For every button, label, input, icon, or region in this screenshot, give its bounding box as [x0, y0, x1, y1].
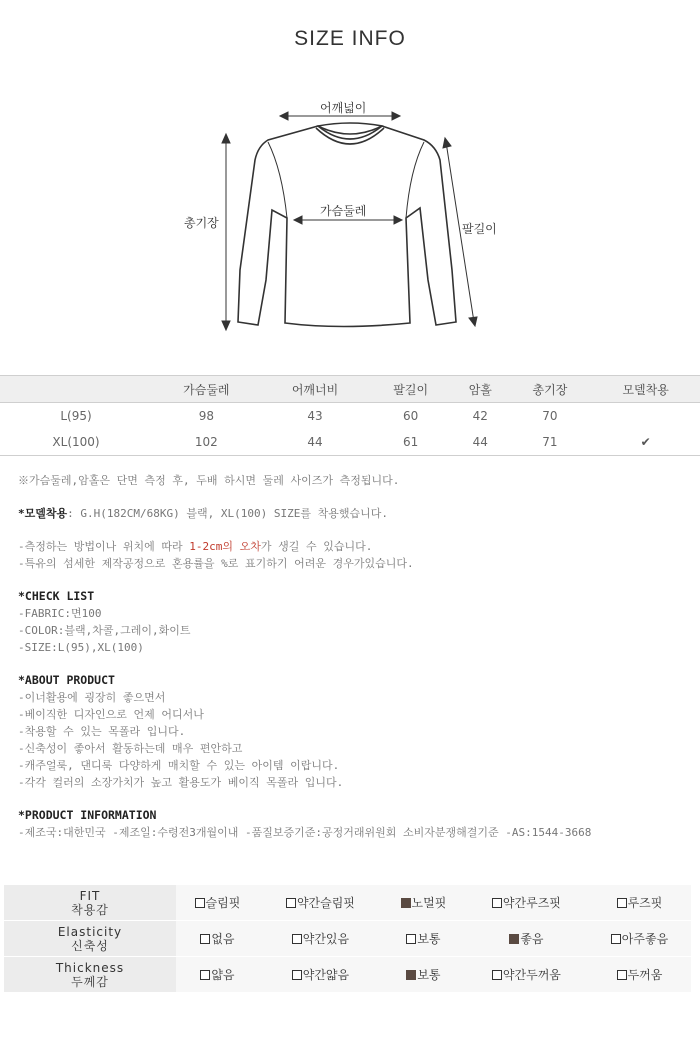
checkbox-icon	[492, 898, 502, 908]
list-item: -착용할 수 있는 목폴라 입니다.	[18, 725, 186, 738]
checkbox-icon	[406, 934, 416, 944]
sleeve-label: 팔길이	[462, 222, 497, 236]
checkbox-icon	[195, 898, 205, 908]
size-diagram	[0, 90, 700, 340]
about-product-title: *ABOUT PRODUCT	[18, 673, 115, 687]
thickness-option	[465, 957, 588, 993]
shoulder-value: 44	[261, 429, 370, 456]
product-notes	[18, 472, 688, 841]
size-table-header-cell	[0, 376, 152, 403]
size-table-header-cell: 총기장	[509, 376, 592, 403]
thickness-option	[176, 957, 259, 993]
model-text: : G.H(182CM/68KG) 블랙, XL(100) SIZE를 착용했습니다.	[67, 507, 388, 520]
table-row	[0, 429, 700, 456]
option-label: 보통	[417, 968, 441, 982]
checkbox-checked-icon	[509, 934, 519, 944]
checkbox-icon	[200, 970, 210, 980]
option-label: 얇음	[211, 968, 235, 982]
size-name: XL(100)	[0, 429, 152, 456]
error-note-highlight: 1-2cm의 오차	[189, 540, 261, 553]
option-label: 보통	[417, 932, 441, 946]
thickness-row	[4, 957, 691, 993]
fit-option	[465, 885, 588, 921]
option-label: 두꺼움	[627, 968, 663, 982]
armhole-value: 44	[452, 429, 509, 456]
checkbox-icon	[611, 934, 621, 944]
elasticity-option	[259, 921, 382, 957]
fit-row	[4, 885, 691, 921]
option-label: 약간있음	[302, 932, 350, 946]
checkbox-checked-icon	[401, 898, 411, 908]
elasticity-row	[4, 921, 691, 957]
checkbox-icon	[286, 898, 296, 908]
size-table-header-cell: 가슴둘레	[152, 376, 261, 403]
fit-label-en: FIT	[79, 888, 101, 903]
elasticity-option	[176, 921, 259, 957]
elasticity-row-header	[4, 921, 176, 957]
fit-label-ko: 착용감	[71, 902, 109, 917]
option-label: 약간얇음	[302, 968, 350, 982]
option-label: 루즈핏	[627, 896, 663, 910]
error-note-post: 가 생길 수 있습니다.	[260, 540, 373, 553]
fit-row-header	[4, 885, 176, 921]
elasticity-label-en: Elasticity	[57, 924, 123, 939]
error-note	[18, 538, 688, 555]
elasticity-option	[588, 921, 691, 957]
checkbox-icon	[292, 934, 302, 944]
checkmark-icon: ✔	[591, 429, 700, 456]
option-label: 좋음	[520, 932, 544, 946]
checkbox-icon	[292, 970, 302, 980]
chest-value: 98	[198, 409, 214, 423]
checkbox-icon	[492, 970, 502, 980]
size-table-header	[0, 376, 700, 403]
length-value: 71	[509, 429, 592, 456]
error-note-pre: -측정하는 방법이나 위치에 따라	[18, 540, 190, 553]
fit-option	[382, 885, 465, 921]
option-label: 약간루즈핏	[502, 896, 561, 910]
list-item: -SIZE:L(95),XL(100)	[18, 641, 144, 654]
model-wear-cell	[591, 403, 700, 430]
list-item: -이너활용에 굉장히 좋으면서	[18, 691, 166, 704]
checkbox-icon	[617, 970, 627, 980]
option-label: 슬림핏	[205, 896, 241, 910]
size-name: L(95)	[60, 409, 92, 423]
shoulder-label: 어깨넓이	[320, 101, 367, 115]
model-note	[18, 505, 688, 522]
size-table-header-cell: 암홀	[452, 376, 509, 403]
list-item: -COLOR:블랙,차콜,그레이,화이트	[18, 624, 191, 637]
sleeve-value: 61	[369, 429, 452, 456]
shoulder-value: 43	[307, 409, 323, 423]
checkbox-icon	[200, 934, 210, 944]
list-item: -캐주얼룩, 댄디룩 다양하게 매치할 수 있는 아이템 이랍니다.	[18, 759, 340, 772]
size-table-header-cell: 팔길이	[369, 376, 452, 403]
list-item: -FABRIC:면100	[18, 607, 102, 620]
size-table-header-cell: 모델착용	[591, 376, 700, 403]
elasticity-label-ko: 신축성	[71, 938, 109, 953]
length-value: 70	[542, 409, 558, 423]
fit-option	[176, 885, 259, 921]
thickness-label-ko: 두께감	[71, 974, 109, 989]
thickness-row-header	[4, 957, 176, 993]
checkbox-checked-icon	[406, 970, 416, 980]
armhole-value: 42	[472, 409, 488, 423]
checkbox-icon	[617, 898, 627, 908]
option-label: 아주좋음	[621, 932, 669, 946]
table-row	[0, 403, 700, 430]
check-list-title: *CHECK LIST	[18, 589, 95, 603]
elasticity-option	[382, 921, 465, 957]
option-label: 없음	[211, 932, 235, 946]
thickness-option	[259, 957, 382, 993]
fit-option	[259, 885, 382, 921]
option-label: 약간슬림핏	[296, 896, 355, 910]
list-item: -신축성이 좋아서 활동하는데 매우 편안하고	[18, 742, 243, 755]
list-item: -베이직한 디자인으로 언제 어디서나	[18, 708, 204, 721]
thickness-option	[382, 957, 465, 993]
product-information-title: *PRODUCT INFORMATION	[18, 808, 157, 822]
model-label: *모델착용	[18, 507, 68, 520]
option-label: 약간두꺼움	[502, 968, 561, 982]
list-item: -각각 컬러의 소장가치가 높고 활용도가 베이직 목폴라 입니다.	[18, 776, 344, 789]
sleeve-value: 60	[403, 409, 419, 423]
product-information-text: -제조국:대한민국 -제조일:수령전3개월이내 -품질보증기준:공정거래위원회 소비자분쟁해결기준 -AS:1544-3668	[18, 826, 592, 839]
page-title: SIZE INFO	[294, 27, 406, 50]
size-table-header-cell: 어깨너비	[261, 376, 370, 403]
size-table	[0, 375, 700, 456]
measure-note: ※가슴둘레,암홀은 단면 측정 후, 두배 하시면 둘레 사이즈가 측정됩니다.	[18, 474, 400, 487]
thickness-label-en: Thickness	[55, 960, 125, 975]
fit-option	[588, 885, 691, 921]
fit-table	[4, 885, 691, 993]
thickness-option	[588, 957, 691, 993]
chest-value: 102	[152, 429, 261, 456]
length-label: 총기장	[184, 216, 219, 230]
chest-label: 가슴둘레	[320, 204, 367, 218]
blend-note: -특유의 섬세한 제작공정으로 혼용률을 %로 표기하기 어려운 경우가있습니다.	[18, 557, 414, 570]
elasticity-option	[465, 921, 588, 957]
option-label: 노멀핏	[411, 896, 447, 910]
